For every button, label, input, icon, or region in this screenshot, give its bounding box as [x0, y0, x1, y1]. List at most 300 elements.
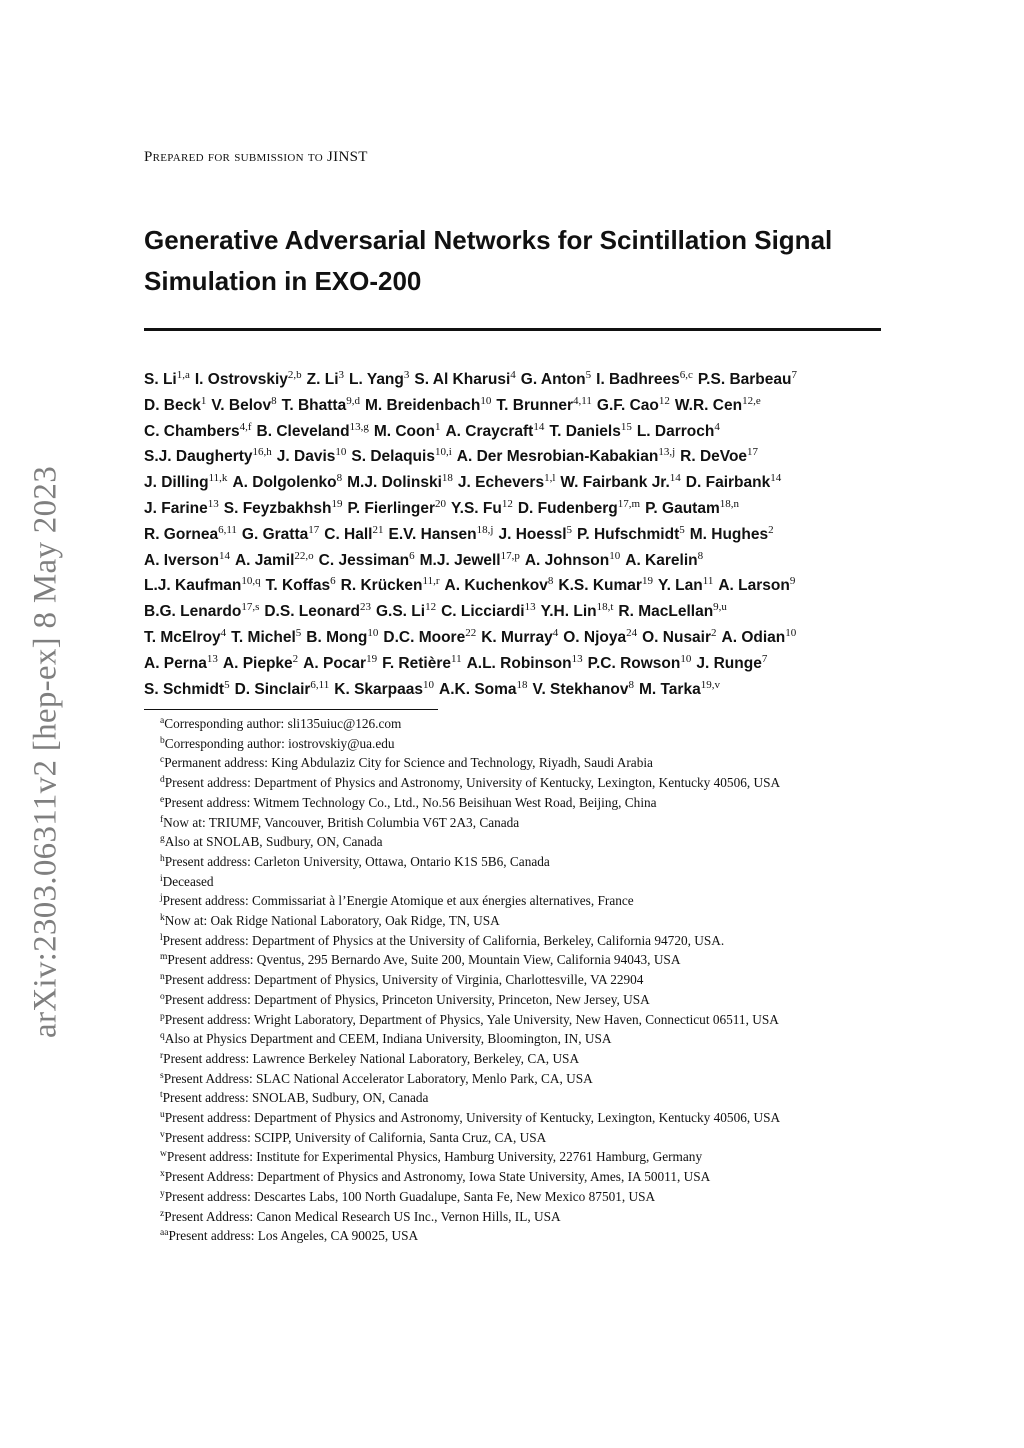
author-name: L.J. Kaufman: [144, 577, 242, 595]
footnote-text: Present address: Carleton University, Ottawa, Ontario K1S 5B6, Canada: [164, 853, 550, 869]
footnote-mark: p: [160, 1011, 165, 1022]
author-line: [144, 470, 889, 496]
affiliation-superscript: 6,11: [310, 678, 330, 691]
author: [532, 678, 634, 698]
author-name: S. Delaquis: [351, 448, 435, 466]
submission-note: Prepared for submission to JINST: [144, 149, 368, 165]
author: [144, 394, 207, 414]
footnote-mark: x: [160, 1169, 165, 1180]
footnote-mark: b: [160, 735, 165, 746]
author: [451, 497, 513, 517]
affiliation-superscript: 13: [571, 652, 583, 665]
author-name: C. Licciardi: [441, 603, 525, 621]
footnote: [160, 1010, 900, 1030]
arxiv-margin-identifier[interactable]: arXiv:2303.06311v2 [hep-ex] 8 May 2023: [27, 466, 64, 1038]
footnote-text: Present address: SNOLAB, Sudbury, ON, Canada: [162, 1090, 429, 1106]
author-line: [144, 393, 889, 419]
author-name: J. Davis: [276, 448, 336, 466]
author-name: M. Tarka: [638, 680, 701, 698]
author: [211, 394, 277, 414]
footnote: [160, 1108, 900, 1128]
author-name: A. Craycraft: [445, 422, 534, 440]
author-name: Z. Li: [306, 371, 339, 388]
affiliation-superscript: 6: [330, 575, 336, 588]
author-name: D. Fudenberg: [517, 499, 618, 517]
author-name: B. Cleveland: [256, 422, 350, 440]
author: [498, 523, 573, 543]
author: [466, 652, 583, 672]
affiliation-superscript: 14: [533, 420, 545, 433]
affiliation-superscript: 17,m: [617, 497, 641, 510]
author-name: A. Pocar: [303, 654, 367, 672]
author-line: [144, 573, 889, 599]
author-line: [144, 496, 889, 522]
footnote-mark: g: [160, 834, 165, 845]
author-name: L. Yang: [349, 371, 404, 388]
affiliation-superscript: 17: [747, 446, 759, 459]
author: [277, 448, 347, 465]
footnote: [160, 1147, 900, 1167]
affiliation-superscript: 8: [336, 472, 343, 485]
affiliation-superscript: 9: [789, 575, 796, 588]
author-name: A. Piepke: [222, 654, 293, 672]
author: [144, 678, 230, 698]
author: [560, 474, 680, 491]
affiliation-superscript: 22,o: [294, 549, 314, 562]
affiliation-superscript: 12: [658, 394, 670, 407]
author: [439, 678, 528, 698]
affiliation-superscript: 4,f: [239, 420, 252, 433]
affiliation-superscript: 10,q: [241, 575, 261, 588]
author-name: T. Brunner: [496, 396, 574, 414]
author: [373, 420, 441, 440]
author-name: R. MacLellan: [618, 603, 714, 621]
author-name: G. Gratta: [241, 525, 309, 543]
affiliation-superscript: 13: [206, 652, 218, 665]
author-name: P. Gautam: [645, 499, 720, 517]
author: [645, 497, 739, 517]
author: [625, 549, 704, 569]
footnote: [160, 714, 900, 734]
author: [686, 474, 781, 491]
affiliation-superscript: 10: [609, 549, 621, 562]
author: [144, 448, 272, 465]
footnote: [160, 813, 900, 833]
affiliation-superscript: 23: [359, 601, 371, 614]
footnote-text: Present address: Department of Physics, University of Virginia, Charlottesville, VA 22904: [164, 972, 644, 988]
affiliation-superscript: 12: [425, 601, 437, 614]
affiliation-superscript: 5: [295, 626, 302, 639]
footnote-mark: r: [160, 1050, 164, 1061]
author-name: T. McElroy: [144, 628, 221, 646]
footnote-mark: t: [160, 1090, 163, 1101]
author: [481, 626, 559, 646]
affiliation-superscript: 11: [450, 652, 462, 665]
footnote-text: Also at SNOLAB, Sudbury, ON, Canada: [164, 834, 383, 850]
affiliation-superscript: 20: [435, 497, 447, 510]
author-name: A. Perna: [144, 654, 207, 672]
author: [241, 523, 320, 543]
affiliation-superscript: 6: [409, 549, 415, 562]
affiliation-superscript: 17: [308, 523, 320, 536]
affiliation-superscript: 12,e: [742, 394, 761, 407]
affiliation-superscript: 4: [714, 420, 720, 433]
footnote-text: Present address: Wright Laboratory, Department of Physics, Yale University, New Haven, Connecticut 06511, USA: [164, 1011, 779, 1027]
author-name: V. Stekhanov: [532, 680, 629, 698]
footnote-text: Present address: Los Angeles, CA 90025, USA: [168, 1228, 419, 1244]
author-name: T. Bhatta: [281, 396, 347, 414]
author-line: [144, 651, 889, 677]
author: [524, 549, 621, 569]
paper-title: [144, 220, 884, 302]
affiliation-superscript: 4: [552, 626, 559, 639]
author: [680, 448, 758, 465]
author: [689, 523, 774, 543]
affiliation-superscript: 2: [768, 523, 774, 536]
affiliation-superscript: 5: [224, 678, 230, 691]
footnote: [160, 872, 900, 892]
author-name: P. Fierlinger: [347, 499, 436, 517]
affiliation-superscript: 5: [566, 523, 573, 536]
author-name: A. Johnson: [524, 551, 610, 569]
affiliation-superscript: 8: [547, 575, 554, 588]
footnote-text: Present address: Department of Physics at the University of California, Berkeley, California 94720, USA.: [162, 932, 725, 948]
author-line: [144, 599, 889, 625]
footnote-mark: z: [160, 1208, 165, 1219]
author-name: W.R. Cen: [674, 396, 743, 414]
author: [303, 652, 378, 672]
footnote: [160, 970, 900, 990]
author: [618, 603, 727, 620]
author: [222, 652, 299, 672]
author: [349, 371, 409, 388]
author: [563, 626, 638, 646]
author-name: T. Koffas: [265, 577, 331, 595]
affiliation-superscript: 8: [697, 549, 704, 562]
author-name: C. Hall: [324, 525, 373, 543]
author: [445, 577, 554, 594]
footnote-text: Present address: Witmem Technology Co., Ltd., No.56 Beisihuan West Road, Beijing, China: [164, 794, 657, 810]
author-name: Y.S. Fu: [451, 499, 502, 517]
title-line: Generative Adversarial Networks for Scintillation Signal: [144, 225, 833, 255]
affiliation-superscript: 22: [465, 626, 477, 639]
affiliation-superscript: 18,n: [719, 497, 739, 510]
author-name: O. Njoya: [563, 628, 627, 646]
affiliation-superscript: 4,11: [573, 394, 592, 407]
author: [457, 448, 675, 465]
affiliation-superscript: 18: [516, 678, 528, 691]
affiliation-superscript: 10: [785, 626, 797, 639]
author: [696, 652, 768, 672]
author-line: [144, 625, 889, 651]
author-name: S. Li: [144, 371, 177, 388]
affiliation-superscript: 18,j: [476, 523, 494, 536]
footnote-mark: i: [160, 873, 163, 884]
footnote: [160, 1167, 900, 1187]
footnote: [160, 1088, 900, 1108]
affiliation-superscript: 6,c: [679, 369, 693, 381]
author-name: K. Murray: [481, 628, 553, 646]
author-name: A. Jamil: [234, 551, 295, 569]
affiliation-superscript: 19,v: [700, 678, 720, 691]
footnote-mark: w: [160, 1149, 167, 1160]
affiliation-superscript: 1: [200, 394, 207, 407]
author-name: V. Belov: [211, 396, 272, 414]
author-line: [144, 677, 889, 703]
affiliation-superscript: 6,11: [218, 523, 237, 536]
author-name: I. Badhrees: [596, 371, 680, 388]
footnote-mark: o: [160, 991, 165, 1002]
author: [638, 678, 720, 698]
footnote: [160, 911, 900, 931]
footnote-mark: u: [160, 1110, 165, 1121]
author-name: O. Nusair: [642, 628, 712, 646]
author-name: A.L. Robinson: [466, 654, 572, 672]
author-name: S.J. Daugherty: [144, 448, 253, 466]
footnote-mark: e: [160, 794, 165, 805]
author: [496, 394, 592, 414]
author-name: Y.H. Lin: [540, 603, 597, 621]
affiliation-superscript: 1: [434, 420, 441, 433]
author: [234, 549, 314, 569]
footnote: [160, 832, 900, 852]
footnote: [160, 1049, 900, 1069]
author-name: G. Anton: [520, 371, 586, 388]
author-name: A. Odian: [721, 628, 786, 646]
author: [596, 394, 670, 414]
footnote-text: Present Address: Canon Medical Research US Inc., Vernon Hills, IL, USA: [164, 1208, 561, 1224]
author-list: [144, 367, 889, 702]
author: [441, 603, 536, 620]
author-name: G.F. Cao: [596, 396, 659, 414]
footnote-text: Now at: TRIUMF, Vancouver, British Columbia V6T 2A3, Canada: [163, 814, 520, 830]
author-name: M. Breidenbach: [364, 396, 481, 414]
footnote: [160, 990, 900, 1010]
author-name: P.S. Barbeau: [697, 371, 792, 388]
author-name: W. Fairbank Jr.: [560, 474, 670, 492]
author-name: G.S. Li: [375, 603, 426, 621]
author: [144, 603, 259, 620]
affiliation-superscript: 17,p: [500, 549, 520, 562]
footnote-text: Present address: Department of Physics, Princeton University, Princeton, New Jersey, USA: [164, 991, 650, 1007]
footnote-text: Present address: Descartes Labs, 100 North Guadalupe, Santa Fe, New Mexico 87501, USA: [164, 1188, 656, 1204]
author-name: I. Ostrovskiy: [194, 371, 288, 388]
affiliation-superscript: 8: [628, 678, 634, 691]
author: [324, 523, 384, 543]
footnote-text: Present address: Lawrence Berkeley National Laboratory, Berkeley, CA, USA: [163, 1050, 580, 1066]
author: [307, 371, 344, 388]
title-line: Simulation in EXO-200: [144, 266, 422, 296]
affiliation-superscript: 10: [367, 626, 379, 639]
footnote: [160, 1069, 900, 1089]
affiliation-superscript: 12: [501, 497, 513, 510]
affiliation-superscript: 18: [441, 472, 453, 485]
author: [144, 549, 230, 569]
author: [521, 371, 591, 388]
footnote: [160, 950, 900, 970]
author-name: F. Retière: [382, 654, 451, 672]
footnote-mark: aa: [160, 1228, 169, 1239]
footnote-text: Now at: Oak Ridge National Laboratory, Oak Ridge, TN, USA: [164, 913, 500, 929]
footnote: [160, 852, 900, 872]
affiliation-superscript: 5: [585, 369, 592, 381]
author: [419, 549, 520, 569]
footnote: [160, 753, 900, 773]
author-line: [144, 548, 889, 574]
affiliation-superscript: 18,t: [596, 601, 614, 614]
author-name: B. Mong: [306, 628, 368, 646]
author-name: K. Skarpaas: [334, 680, 424, 698]
footnote: [160, 1207, 900, 1227]
author: [223, 497, 343, 517]
author-name: A. Karelin: [625, 551, 698, 569]
footnote-text: Present address: SCIPP, University of California, Santa Cruz, CA, USA: [164, 1129, 547, 1145]
author-name: D. Beck: [144, 396, 201, 414]
author: [347, 474, 453, 491]
footnote-text: Corresponding author: iostrovskiy@ua.edu: [164, 735, 395, 751]
author-name: D. Sinclair: [234, 680, 311, 698]
footnote: [160, 793, 900, 813]
author: [144, 371, 190, 388]
author: [718, 577, 795, 594]
affiliation-superscript: 1,l: [544, 472, 556, 485]
author: [144, 626, 227, 646]
footnote-text: Also at Physics Department and CEEM, Indiana University, Bloomington, IN, USA: [164, 1031, 612, 1047]
affiliation-superscript: 11: [702, 575, 714, 588]
author-name: D.C. Moore: [383, 628, 466, 646]
author-name: A. Dolgolenko: [232, 474, 337, 492]
footnote-text: Permanent address: King Abdulaziz City for Science and Technology, Riyadh, Saudi Arabia: [164, 755, 653, 771]
footnote: [160, 734, 900, 754]
author-name: M. Hughes: [689, 525, 769, 543]
author-name: K.S. Kumar: [558, 577, 642, 595]
affiliation-superscript: 10: [480, 394, 492, 407]
title-divider: [144, 328, 881, 331]
affiliation-superscript: 9,u: [713, 601, 727, 614]
author: [231, 626, 302, 646]
footnote-text: Deceased: [162, 873, 214, 889]
author-name: B.G. Lenardo: [144, 603, 242, 621]
author-name: R. Krücken: [340, 577, 423, 595]
footnote-mark: n: [160, 972, 165, 983]
author: [234, 678, 330, 698]
affiliation-superscript: 7: [761, 652, 768, 665]
affiliation-superscript: 1,a: [176, 369, 190, 381]
footnote-text: Present address: Institute for Experimental Physics, Hamburg University, 22761 Hamburg, Germany: [166, 1149, 703, 1165]
footnote-text: Present address: Commissariat à l’Energie Atomique et aux énergies alternatives, France: [162, 893, 634, 909]
affiliation-superscript: 3: [403, 369, 410, 381]
author-name: J. Runge: [696, 654, 762, 672]
author: [596, 371, 693, 388]
footnote-mark: l: [160, 932, 163, 943]
author: [517, 497, 641, 517]
author: [674, 394, 761, 414]
affiliation-superscript: 3: [338, 369, 345, 381]
author: [266, 577, 336, 594]
affiliation-superscript: 10,i: [434, 446, 452, 459]
author-name: M. Coon: [373, 422, 435, 440]
author-name: Y. Lan: [657, 577, 703, 595]
author: [144, 420, 252, 440]
author: [558, 577, 653, 594]
affiliation-superscript: 2,b: [287, 369, 302, 381]
author: [144, 523, 237, 543]
footnote-mark: j: [160, 893, 163, 904]
author: [721, 626, 797, 646]
footnote: [160, 1187, 900, 1207]
author-name: M.J. Dolinski: [347, 474, 442, 492]
author: [388, 523, 494, 543]
footnote: [160, 1226, 900, 1246]
affiliation-superscript: 17,s: [241, 601, 260, 614]
affiliation-superscript: 9,d: [346, 394, 360, 407]
author-name: M.J. Jewell: [419, 551, 501, 569]
author-name: S. Feyzbakhsh: [223, 499, 332, 517]
author-name: J. Farine: [144, 499, 208, 517]
author-name: R. Gornea: [144, 525, 219, 543]
footnote-text: Present Address: SLAC National Accelerator Laboratory, Menlo Park, CA, USA: [163, 1070, 593, 1086]
author: [144, 577, 261, 594]
footnote-mark: m: [160, 952, 168, 963]
footnote-text: Corresponding author: sli135uiuc@126.com: [164, 716, 402, 731]
author-name: S. Schmidt: [144, 680, 225, 698]
affiliation-superscript: 10: [423, 678, 435, 691]
author: [577, 523, 685, 543]
affiliation-superscript: 13,g: [349, 420, 369, 433]
author-name: T. Michel: [231, 628, 296, 646]
footnote-mark: k: [160, 913, 165, 924]
affiliation-superscript: 24: [626, 626, 638, 639]
author-name: C. Chambers: [144, 422, 240, 440]
author: [144, 497, 219, 517]
author-name: A.K. Soma: [439, 680, 517, 698]
author: [642, 626, 717, 646]
affiliation-superscript: 19: [366, 652, 378, 665]
author: [306, 626, 379, 646]
affiliation-superscript: 15: [620, 420, 632, 433]
author: [414, 371, 515, 388]
author: [232, 474, 342, 491]
author: [376, 603, 436, 620]
author-name: L. Darroch: [636, 422, 715, 440]
affiliation-superscript: 19: [331, 497, 343, 510]
author-name: D.S. Leonard: [264, 603, 360, 621]
affiliation-superscript: 4: [510, 369, 516, 381]
affiliation-superscript: 14: [669, 472, 681, 485]
footnote: [160, 891, 900, 911]
footnote-text: Present address: Qventus, 295 Bernardo Ave, Suite 200, Mountain View, California 94043, USA: [167, 952, 681, 968]
author-name: D. Fairbank: [685, 474, 771, 492]
footnote-mark: q: [160, 1031, 165, 1042]
author: [351, 448, 451, 465]
footnote-divider: [144, 709, 438, 710]
author: [144, 652, 218, 672]
affiliation-superscript: 14: [770, 472, 782, 485]
author: [383, 626, 477, 646]
author-line: [144, 367, 889, 393]
author: [458, 474, 556, 491]
affiliation-superscript: 7: [791, 369, 797, 381]
footnote-text: Present address: Department of Physics and Astronomy, University of Kentucky, Lexington, Kentucky 40506, USA: [164, 1110, 781, 1126]
affiliation-superscript: 11,r: [422, 575, 440, 588]
affiliation-superscript: 14: [218, 549, 230, 562]
author: [281, 394, 360, 414]
author: [334, 678, 435, 698]
footnote-mark: y: [160, 1188, 165, 1199]
author: [445, 420, 545, 440]
author: [318, 549, 415, 569]
author-name: S. Al Kharusi: [414, 371, 511, 388]
